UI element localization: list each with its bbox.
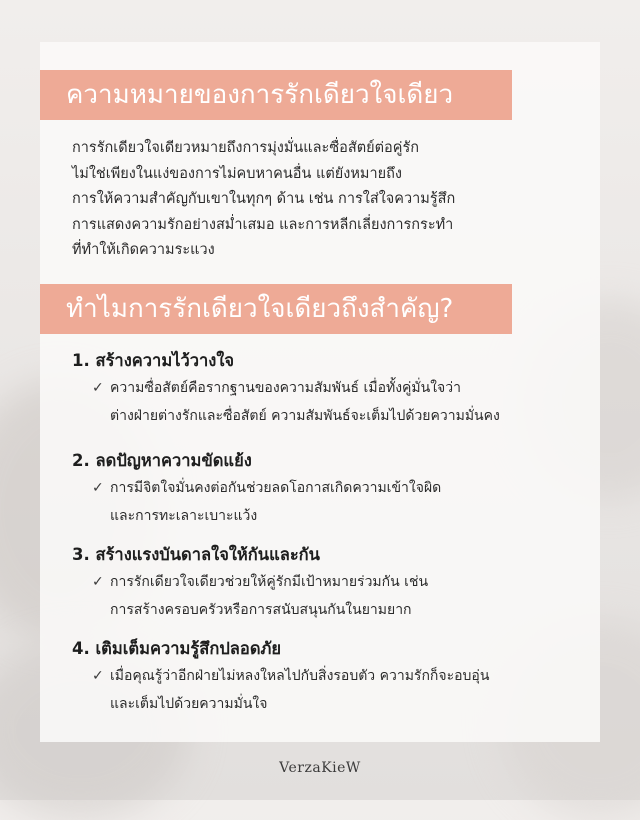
item-text-line: และเต็มไปด้วยความมั่นใจ <box>110 696 268 712</box>
item-text-line: ความซื่อสัตย์คือรากฐานของความสัมพันธ์ เมื่อทั้งคู่มั่นใจว่า <box>110 380 461 396</box>
check-icon: ✓ <box>92 574 104 590</box>
item-text-line: และการทะเลาะเบาะแว้ง <box>110 508 258 524</box>
item-body-conflict <box>92 474 441 530</box>
paragraph-line: การให้ความสำคัญกับเขาในทุกๆ ด้าน เช่น การใส่ใจความรู้สึก <box>72 191 456 207</box>
item-body-security <box>92 662 489 718</box>
meaning-paragraph <box>72 136 582 264</box>
section-heading-importance: ทำไมการรักเดียวใจเดียวถึงสำคัญ? <box>40 284 512 334</box>
item-text-line: การรักเดียวใจเดียวช่วยให้คู่รักมีเป้าหมายร่วมกัน เช่น <box>110 574 429 590</box>
item-title-conflict: 2. ลดปัญหาความขัดแย้ง <box>72 451 252 470</box>
content-card <box>40 42 600 742</box>
paragraph-line: การรักเดียวใจเดียวหมายถึงการมุ่งมั่นและซื่อสัตย์ต่อคู่รัก <box>72 140 420 156</box>
item-text-line: การมีจิตใจมั่นคงต่อกันช่วยลดโอกาสเกิดความเข้าใจผิด <box>110 480 442 496</box>
item-body-trust <box>92 374 500 430</box>
item-title-security: 4. เติมเต็มความรู้สึกปลอดภัย <box>72 639 282 658</box>
item-body-inspiration <box>92 568 428 624</box>
item-title-trust: 1. สร้างความไว้วางใจ <box>72 351 235 370</box>
section-heading-meaning: ความหมายของการรักเดียวใจเดียว <box>40 70 512 120</box>
brand-logo: VerzaKieW <box>279 760 361 776</box>
paragraph-line: ที่ทำให้เกิดความระแวง <box>72 242 215 258</box>
item-title-inspiration: 3. สร้างแรงบันดาลใจให้กันและกัน <box>72 545 320 564</box>
paragraph-line: ไม่ใช่เพียงในแง่ของการไม่คบหาคนอื่น แต่ยังหมายถึง <box>72 165 402 182</box>
check-icon: ✓ <box>92 668 104 684</box>
check-icon: ✓ <box>92 380 104 396</box>
paragraph-line: การแสดงความรักอย่างสม่ำเสมอ และการหลีกเลี่ยงการกระทำ <box>72 216 454 233</box>
check-icon: ✓ <box>92 480 104 496</box>
item-text-line: เมื่อคุณรู้ว่าอีกฝ่ายไม่หลงใหลไปกับสิ่งรอบตัว ความรักก็จะอบอุ่น <box>110 668 490 684</box>
item-text-line: ต่างฝ่ายต่างรักและซื่อสัตย์ ความสัมพันธ์จะเต็มไปด้วยความมั่นคง <box>110 408 500 424</box>
item-text-line: การสร้างครอบครัวหรือการสนับสนุนกันในยามยาก <box>110 602 412 618</box>
